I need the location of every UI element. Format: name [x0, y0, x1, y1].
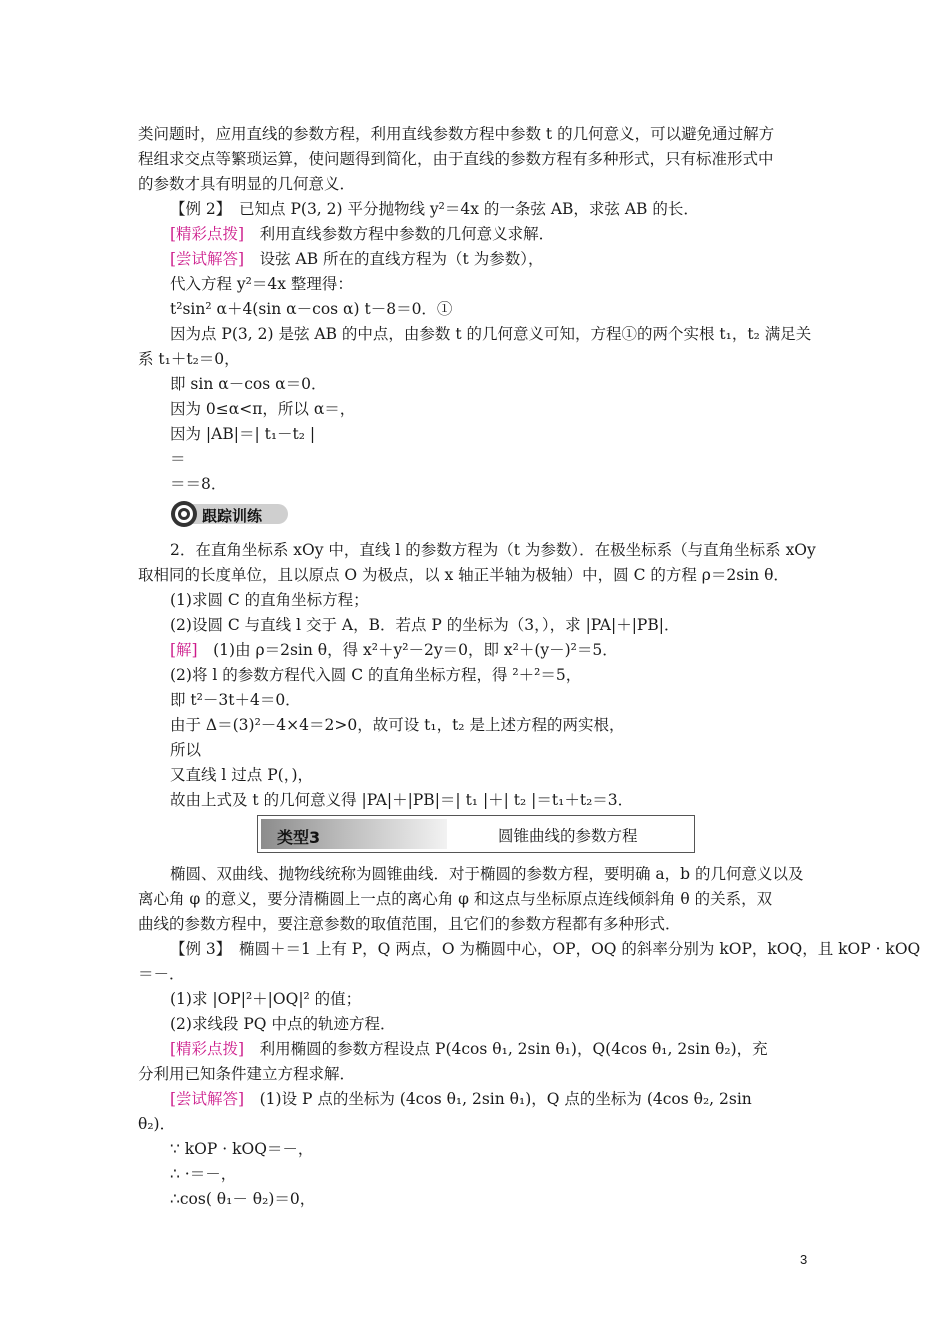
- answer-line: [解] (1)由 ρ＝2sin θ，得 x²＋y²－2y＝0，即 x²＋(y－)²＝5．: [170, 641, 618, 659]
- badge-label: 跟踪训练: [202, 507, 263, 525]
- answer-tag: [解]: [170, 641, 198, 659]
- paragraph-line: 离心角 φ 的意义，要分清椭圆上一点的离心角 φ 和这点与坐标原点连线倾斜角 θ 的关系，双: [138, 890, 773, 908]
- hint-line: [精彩点拨] 利用椭圆的参数方程设点 P(4cos θ₁, 2sin θ₁)，Q(4cos θ₁, 2sin θ₂)，充: [170, 1040, 768, 1058]
- solution-line: 因为点 P(3, 2) 是弦 AB 的中点，由参数 t 的几何意义可知，方程①的两个实根 t₁，t₂ 满足关: [170, 325, 812, 343]
- paragraph-line: 的参数才具有明显的几何意义．: [138, 175, 356, 193]
- hint-tag: [精彩点拨]: [170, 1040, 245, 1058]
- hint-line: 分利用已知条件建立方程求解．: [138, 1065, 356, 1083]
- example-3-line: ＝－．: [138, 965, 185, 983]
- solution-line: 因为 0≤α<π，所以 α＝，: [170, 400, 356, 418]
- answer-line: 所以: [170, 741, 202, 759]
- solution-line: 代入方程 y²＝4x 整理得：: [170, 275, 353, 293]
- solution-line: ＝＝8．: [170, 475, 227, 493]
- page-number: 3: [800, 1252, 808, 1267]
- solution-line: ＝: [170, 450, 186, 468]
- solution-line: ∴ ·＝－，: [170, 1165, 237, 1183]
- paragraph-line: 类问题时，应用直线的参数方程，利用直线参数方程中参数 t 的几何意义，可以避免通过解方: [138, 125, 775, 143]
- example-3-heading: 【例 3】 椭圆＋＝1 上有 P，Q 两点，O 为椭圆中心，OP，OQ 的斜率分别为 kOP，kOQ，且 kOP · kOQ: [170, 940, 921, 958]
- answer-line: 由于 Δ＝(3)²－4×4＝2>0，故可设 t₁，t₂ 是上述方程的两实根，: [170, 716, 625, 734]
- example-3-line: (1)求 |OP|²＋|OQ|² 的值；: [170, 990, 362, 1008]
- exercise-line: 2．在直角坐标系 xOy 中，直线 l 的参数方程为（t 为参数）．在极坐标系（与直角坐标系 xOy: [170, 541, 816, 559]
- exercise-line: (2)设圆 C 与直线 l 交于 A，B．若点 P 的坐标为（3，），求 |PA|＋|PB|．: [170, 616, 680, 634]
- paragraph-line: 椭圆、双曲线、抛物线统称为圆锥曲线．对于椭圆的参数方程，要明确 a，b 的几何意义以及: [170, 865, 804, 883]
- exercise-line: 取相同的长度单位，且以原点 O 为极点，以 x 轴正半轴为极轴）中，圆 C 的方程 ρ＝2sin θ．: [138, 566, 789, 584]
- type-label-background: [261, 819, 447, 849]
- answer-line: 即 t²－3t＋4＝0．: [170, 691, 301, 709]
- solution-line: 因为 |AB|＝| t₁－t₂ |: [170, 425, 316, 443]
- solution-line: 即 sin α－cos α＝0．: [170, 375, 327, 393]
- hint-tag: [精彩点拨]: [170, 225, 245, 243]
- solution-line: ∵ kOP · kOQ＝－，: [170, 1140, 314, 1158]
- solution-line: 系 t₁＋t₂＝0，: [138, 350, 240, 368]
- solution-tag: [尝试解答]: [170, 1090, 245, 1108]
- exercise-line: (1)求圆 C 的直角坐标方程；: [170, 591, 369, 609]
- example-2-heading: 【例 2】 已知点 P(3, 2) 平分抛物线 y²＝4x 的一条弦 AB，求弦 AB 的长．: [170, 200, 699, 218]
- solution-line: [尝试解答] (1)设 P 点的坐标为 (4cos θ₁, 2sin θ₁)，Q 点的坐标为 (4cos θ₂, 2sin: [170, 1090, 752, 1108]
- type-title: 圆锥曲线的参数方程: [498, 827, 638, 845]
- follow-up-training-badge: [170, 500, 290, 528]
- solution-line: ∴cos( θ₁－ θ₂)＝0，: [170, 1190, 316, 1208]
- solution-line: [尝试解答] 设弦 AB 所在的直线方程为（t 为参数），: [170, 250, 544, 268]
- type-label: 类型3: [277, 828, 321, 847]
- type-3-header: [257, 815, 695, 853]
- solution-tag: [尝试解答]: [170, 250, 245, 268]
- equation-line: t²sin² α＋4(sin α－cos α) t－8＝0．①: [170, 300, 453, 318]
- paragraph-line: 程组求交点等繁琐运算，使问题得到简化，由于直线的参数方程有多种形式，只有标准形式中: [138, 150, 774, 168]
- answer-line: 故由上式及 t 的几何意义得 |PA|＋|PB|＝| t₁ |＋| t₂ |＝t₁＋t₂＝3．: [170, 791, 634, 809]
- answer-line: (2)将 l 的参数方程代入圆 C 的直角坐标方程，得 ²＋²＝5，: [170, 666, 582, 684]
- paragraph-line: 曲线的参数方程中，要注意参数的取值范围，且它们的参数方程都有多种形式．: [138, 915, 681, 933]
- hint-line: [精彩点拨] 利用直线参数方程中参数的几何意义求解．: [170, 225, 555, 243]
- example-3-line: (2)求线段 PQ 中点的轨迹方程．: [170, 1015, 396, 1033]
- solution-line: θ₂)．: [138, 1115, 176, 1133]
- answer-line: 又直线 l 过点 P(，)，: [170, 766, 314, 784]
